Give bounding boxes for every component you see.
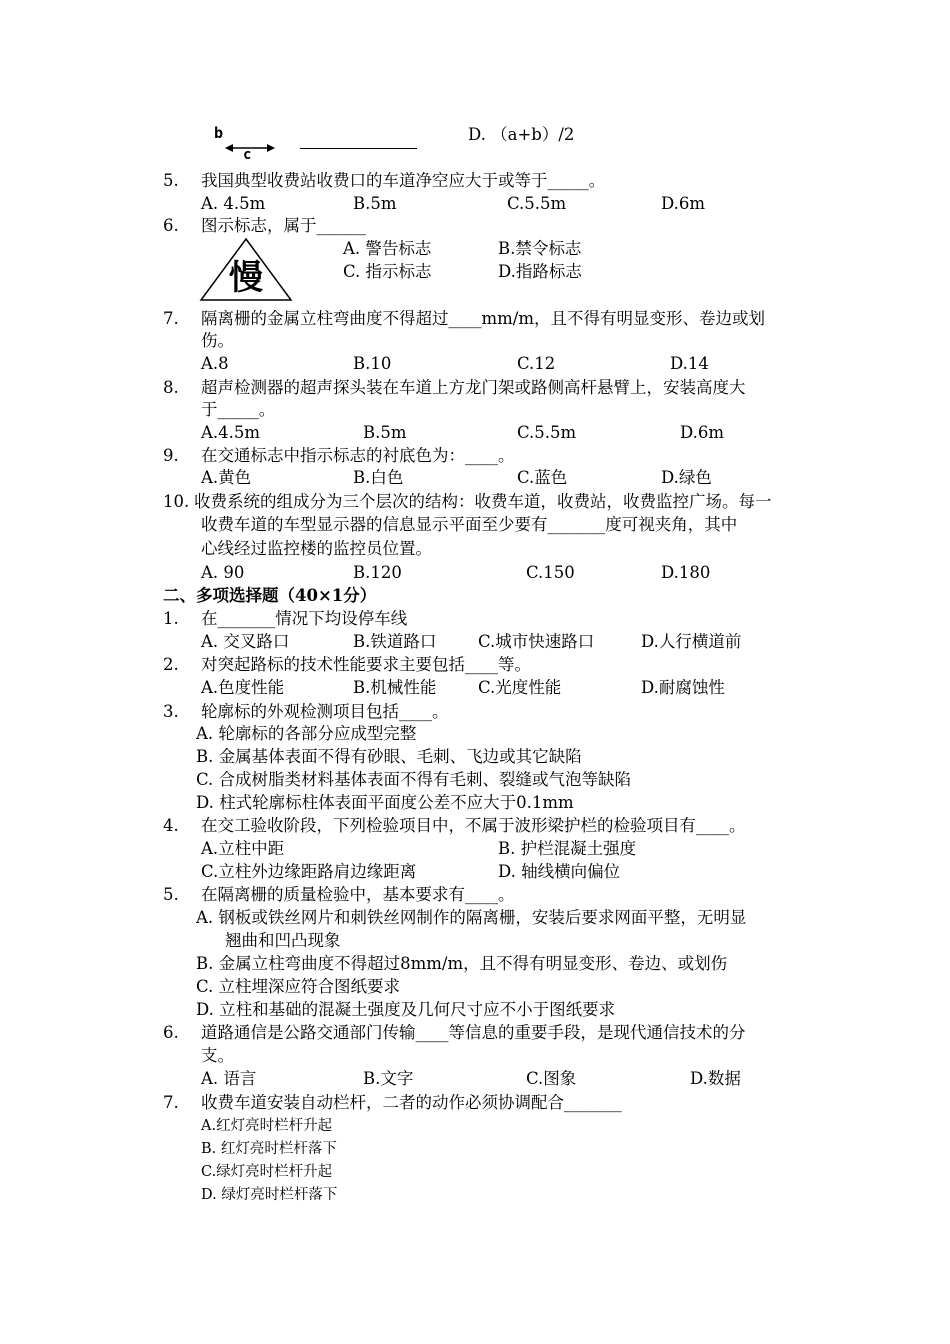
question-text: 图示标志，属于______ — [201, 216, 366, 235]
question-number: 3. — [163, 702, 179, 721]
option-a: A.立柱中距 — [201, 839, 285, 858]
question-text-cont: 伤。 — [201, 331, 234, 350]
section-title: 二、多项选择题（40×1分） — [163, 586, 377, 605]
question-text: 收费车道安装自动栏杆，二者的动作必须协调配合_______ — [201, 1093, 622, 1112]
option-d: D. 绿灯亮时栏杆落下 — [201, 1187, 338, 1203]
question-text: 在_______情况下均设停车线 — [201, 609, 408, 628]
question-text: 我国典型收费站收费口的车道净空应大于或等于_____。 — [201, 171, 606, 190]
option-a: A. 4.5m — [201, 194, 266, 213]
option-c: C. 指示标志 — [343, 262, 432, 281]
option-a: A.8 — [201, 354, 229, 373]
option-d: D.指路标志 — [498, 262, 582, 281]
question-text-cont: 收费车道的车型显示器的信息显示平面至少要有_______度可视夹角，其中 — [201, 515, 738, 534]
option-d: D.数据 — [690, 1069, 741, 1088]
option-d: D. 立柱和基础的混凝土强度及几何尺寸应不小于图纸要求 — [196, 1000, 616, 1019]
option-d: D.180 — [661, 563, 711, 582]
question-number: 10. — [163, 492, 190, 511]
question-text-cont: 于_____。 — [201, 400, 276, 419]
question-text: 隔离栅的金属立柱弯曲度不得超过____mm/m，且不得有明显变形、卷边或划 — [201, 309, 765, 328]
option-c: C.150 — [526, 563, 575, 582]
option-c: C.光度性能 — [478, 678, 562, 697]
option-d-fragment: D. （a+b）/2 — [468, 125, 575, 144]
option-d: D.绿色 — [661, 468, 712, 487]
option-a: A.红灯亮时栏杆升起 — [201, 1118, 333, 1134]
label-b: b — [214, 124, 224, 142]
option-d: D. 柱式轮廓标柱体表面平面度公差不应大于0.1mm — [196, 793, 574, 812]
option-d: D.人行横道前 — [641, 632, 742, 651]
question-text-cont: 支。 — [201, 1046, 234, 1065]
option-a: A.黄色 — [201, 468, 252, 487]
option-c: C.城市快速路口 — [478, 632, 595, 651]
option-a: A. 90 — [201, 563, 245, 582]
option-a: A. 语言 — [201, 1069, 257, 1088]
option-b: B. 金属基体表面不得有砂眼、毛刺、飞边或其它缺陷 — [196, 747, 582, 766]
option-c: C.图象 — [526, 1069, 577, 1088]
option-d: D.14 — [670, 354, 709, 373]
question-text: 收费系统的组成分为三个层次的结构：收费车道，收费站，收费监控广场。每一 — [194, 492, 772, 511]
option-b: B.文字 — [363, 1069, 414, 1088]
question-number: 2. — [163, 655, 179, 674]
option-a: A.4.5m — [201, 423, 261, 442]
option-d: D.耐腐蚀性 — [641, 678, 725, 697]
option-b: B. 金属立柱弯曲度不得超过8mm/m，且不得有明显变形、卷边、或划伤 — [196, 954, 728, 973]
option-b: B.禁令标志 — [498, 239, 582, 258]
option-a-cont: 翘曲和凹凸现象 — [225, 931, 341, 950]
option-c: C. 合成树脂类材料基体表面不得有毛刺、裂缝或气泡等缺陷 — [196, 770, 632, 789]
question-text: 道路通信是公路交通部门传输____等信息的重要手段，是现代通信技术的分 — [201, 1023, 746, 1042]
option-b: B.5m — [353, 194, 397, 213]
question-text-cont: 心线经过监控楼的监控员位置。 — [201, 539, 432, 558]
option-c: C.立柱外边缘距路肩边缘距离 — [201, 862, 417, 881]
option-a: A.色度性能 — [201, 678, 285, 697]
option-c: C.5.5m — [517, 423, 577, 442]
question-text: 对突起路标的技术性能要求主要包括____等。 — [201, 655, 531, 674]
question-text: 轮廓标的外观检测项目包括____。 — [201, 702, 449, 721]
question-number: 8. — [163, 378, 179, 397]
option-d: D.6m — [680, 423, 725, 442]
question-text: 在隔离栅的质量检验中，基本要求有____。 — [201, 885, 515, 904]
question-number: 4. — [163, 816, 179, 835]
question-number: 7. — [163, 1093, 179, 1112]
option-c: C.12 — [517, 354, 556, 373]
option-b: B. 护栏混凝土强度 — [498, 839, 637, 858]
option-a: A. 钢板或铁丝网片和刺铁丝网制作的隔离栅，安装后要求网面平整，无明显 — [196, 908, 747, 927]
answer-blank-line — [300, 148, 417, 149]
option-b: B.白色 — [353, 468, 404, 487]
question-number: 5. — [163, 171, 179, 190]
option-b: B. 红灯亮时栏杆落下 — [201, 1141, 337, 1157]
question-text: 在交工验收阶段，下列检验项目中，不属于波形梁护栏的检验项目有____。 — [201, 816, 746, 835]
question-text: 超声检测器的超声探头装在车道上方龙门架或路侧高杆悬臂上，安装高度大 — [201, 378, 746, 397]
option-c: C.5.5m — [507, 194, 567, 213]
question-number: 1. — [163, 609, 179, 628]
option-c: C.绿灯亮时栏杆升起 — [201, 1164, 333, 1180]
option-b: B.铁道路口 — [353, 632, 437, 651]
option-b: B.机械性能 — [353, 678, 437, 697]
option-a: A. 交叉路口 — [201, 632, 290, 651]
sign-character: 慢 — [229, 258, 263, 298]
question-text: 在交通标志中指示标志的衬底色为：____。 — [201, 446, 515, 465]
option-a: A. 警告标志 — [343, 239, 432, 258]
option-b: B.10 — [353, 354, 392, 373]
question-number: 6. — [163, 216, 179, 235]
question-number: 7. — [163, 309, 179, 328]
label-c: c — [243, 147, 252, 163]
option-a: A. 轮廓标的各部分应成型完整 — [196, 724, 417, 743]
question-number: 6. — [163, 1023, 179, 1042]
option-c: C. 立柱埋深应符合图纸要求 — [196, 977, 401, 996]
option-b: B.5m — [363, 423, 407, 442]
option-c: C.蓝色 — [517, 468, 568, 487]
question-number: 5. — [163, 885, 179, 904]
option-b: B.120 — [353, 563, 402, 582]
option-d: D.6m — [661, 194, 706, 213]
question-number: 9. — [163, 446, 179, 465]
option-d: D. 轴线横向偏位 — [498, 862, 621, 881]
